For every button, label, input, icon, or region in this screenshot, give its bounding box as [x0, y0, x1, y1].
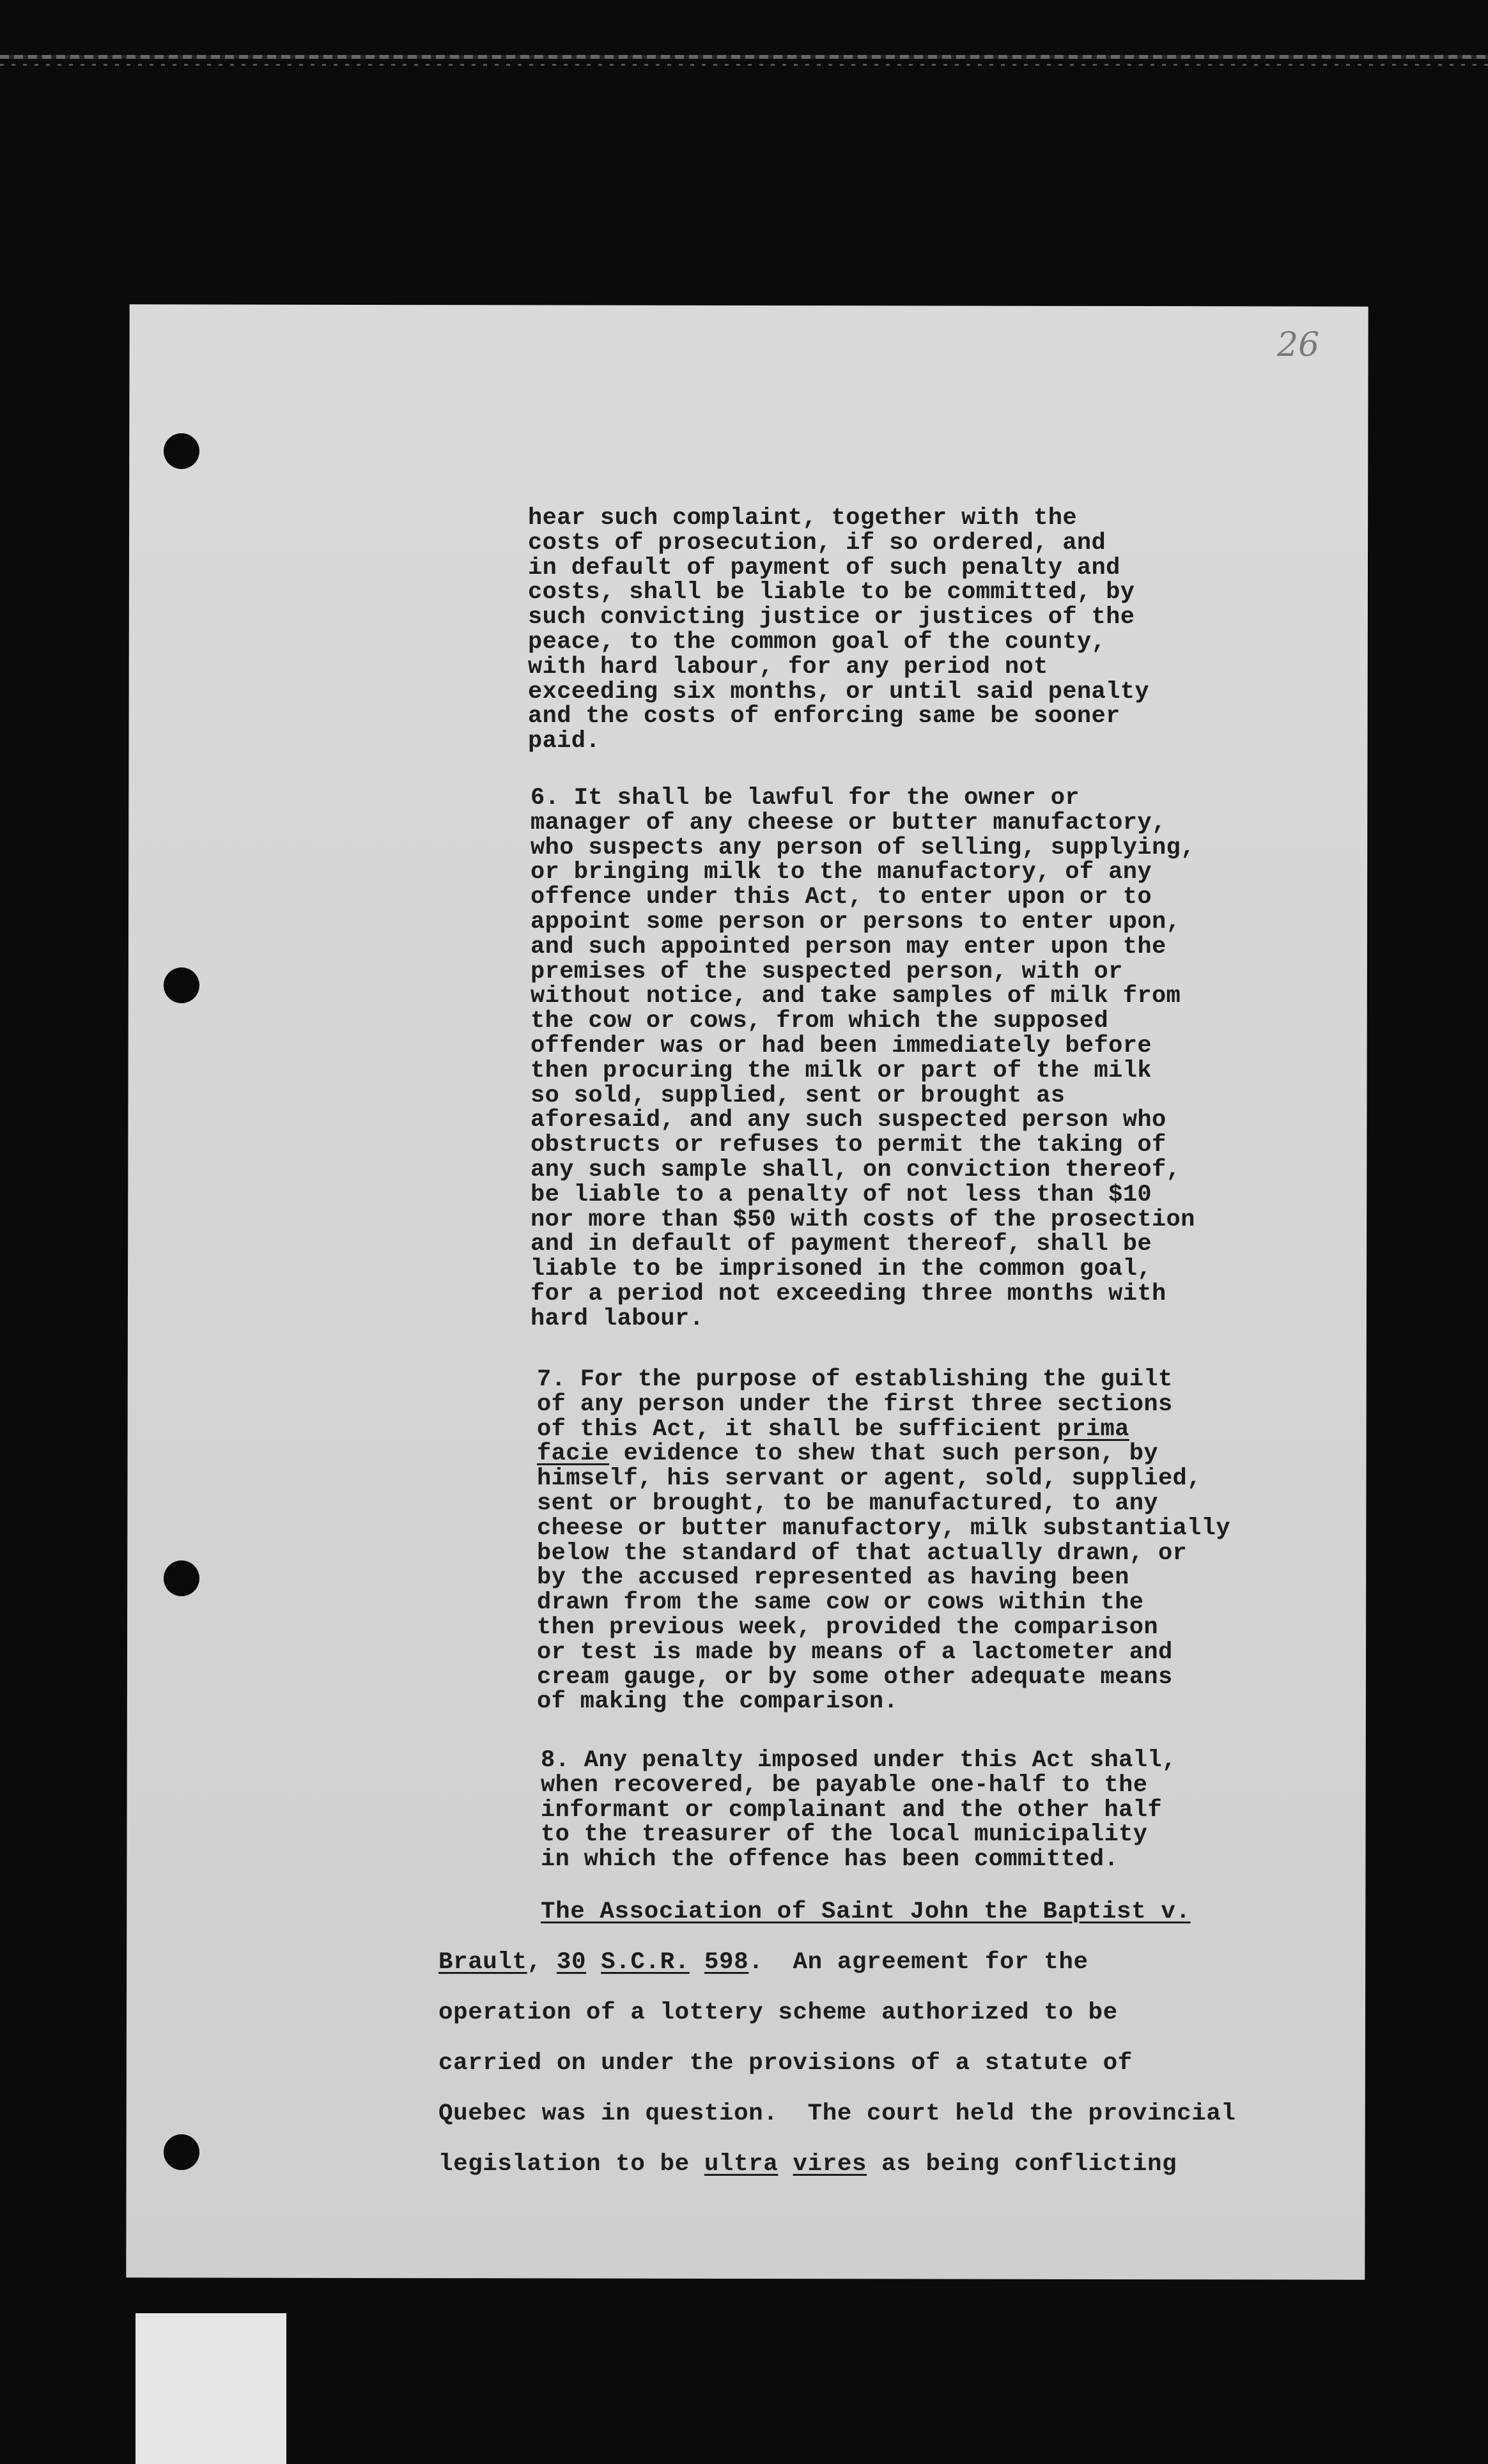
text-line: in which the offence has been committed. — [541, 1846, 1119, 1874]
text-line: of making the comparison. — [537, 1688, 899, 1716]
punch-hole — [164, 2134, 199, 2170]
text-line: of any person under the first three sections — [537, 1390, 1173, 1418]
text-line: cheese or butter manufactory, milk substantially — [537, 1514, 1230, 1542]
text-line: hear such complaint, together with the — [528, 505, 1077, 532]
text-line: Quebec was in question. The court held the provincial — [438, 2100, 1236, 2127]
latin-term-vires: vires — [793, 2151, 867, 2178]
text-line: sent or brought, to be manufactured, to any — [537, 1490, 1158, 1517]
text-line: cream gauge, or by some other adequate means — [537, 1663, 1173, 1691]
text-line: with hard labour, for any period not — [528, 653, 1048, 681]
text-line: such convicting justice or justices of the — [528, 604, 1135, 631]
text-segment: . An agreement for the — [748, 1949, 1089, 1976]
text-segment: of this Act, it shall be sufficient — [537, 1415, 1057, 1443]
text-line: or bringing milk to the manufactory, of any — [531, 859, 1152, 886]
text-line: costs, shall be liable to be committed, by — [528, 579, 1135, 606]
volume-number: 30 — [556, 1949, 587, 1976]
text-line: drawn from the same cow or cows within the — [537, 1589, 1144, 1617]
latin-term-facie: facie — [537, 1440, 610, 1468]
citation-line — [438, 1937, 1236, 1988]
text-line: premises of the suspected person, with or — [531, 958, 1123, 985]
text-line: be liable to a penalty of not less than $10 — [531, 1181, 1152, 1208]
page-number: 26 — [1277, 326, 1320, 364]
text-line: offence under this Act, to enter upon or to — [531, 884, 1152, 911]
latin-term-prima: prima — [1057, 1415, 1129, 1443]
text-line: for a period not exceeding three months with — [531, 1280, 1166, 1307]
text-segment — [778, 2151, 793, 2178]
text-line: himself, his servant or agent, sold, supplied, — [537, 1465, 1202, 1493]
punch-hole — [164, 967, 199, 1003]
text-line: without notice, and take samples of milk from — [531, 983, 1181, 1010]
text-line: any such sample shall, on conviction thereof, — [531, 1156, 1181, 1183]
text-line: when recovered, be payable one-half to the — [541, 1771, 1148, 1799]
text-segment: , — [527, 1949, 557, 1976]
text-line: by the accused represented as having been — [537, 1564, 1129, 1592]
text-line: so sold, supplied, sent or brought as — [531, 1082, 1066, 1109]
text-line: to the treasurer of the local municipality — [541, 1821, 1148, 1849]
text-line: the cow or cows, from which the supposed — [531, 1008, 1109, 1035]
section-6-paragraph — [531, 786, 1195, 1332]
text-line: below the standard of that actually drawn, or — [537, 1539, 1188, 1567]
text-line: paid. — [528, 728, 601, 755]
latin-term-ultra: ultra — [704, 2151, 779, 2178]
text-line — [438, 2139, 1236, 2190]
text-segment: evidence to shew that such person, by — [609, 1440, 1158, 1468]
text-line: or test is made by means of a lactometer and — [537, 1638, 1173, 1666]
text-line: nor more than $50 with costs of the prosection — [531, 1206, 1195, 1233]
text-line: operation of a lottery scheme authorized to be — [438, 1999, 1118, 2026]
text-line: costs of prosecution, if so ordered, and — [528, 529, 1106, 557]
text-line: in default of payment of such penalty and — [528, 554, 1120, 581]
section-8-paragraph — [541, 1748, 1177, 1872]
next-page-edge — [136, 2313, 286, 2464]
text-line: 8. Any penalty imposed under this Act shall, — [541, 1747, 1177, 1774]
paragraph-penalty-committal — [528, 506, 1149, 754]
case-discussion — [438, 1887, 1236, 2190]
punch-hole — [164, 433, 199, 469]
text-line: informant or complainant and the other half — [541, 1796, 1162, 1824]
text-line: obstructs or refuses to permit the taking of — [531, 1132, 1166, 1159]
text-line — [537, 1442, 1230, 1467]
text-line: then procuring the milk or part of the milk — [531, 1057, 1152, 1084]
text-line: who suspects any person of selling, supplying, — [531, 834, 1195, 861]
section-7-paragraph — [537, 1367, 1230, 1714]
case-name-brault: Brault — [438, 1949, 527, 1976]
film-edge-rule-secondary — [0, 64, 1488, 66]
text-line: then previous week, provided the comparison — [537, 1613, 1158, 1641]
text-line: offender was or had been immediately before — [531, 1032, 1152, 1059]
text-line: 6. It shall be lawful for the owner or — [531, 785, 1080, 812]
text-line: exceeding six months, or until said penalty — [528, 678, 1149, 705]
text-line: manager of any cheese or butter manufactory, — [531, 809, 1166, 836]
punch-hole — [164, 1560, 199, 1596]
case-title: The Association of Saint John the Baptist v. — [541, 1898, 1191, 1925]
text-segment: as being conflicting — [867, 2151, 1177, 2178]
text-line: peace, to the common goal of the county, — [528, 628, 1106, 656]
case-title-line — [438, 1887, 1236, 1937]
text-line — [537, 1417, 1230, 1442]
text-line: appoint some person or persons to enter upon, — [531, 908, 1181, 936]
text-line: carried on under the provisions of a statute of — [438, 2050, 1133, 2077]
report-series: S.C.R. — [601, 1949, 690, 1976]
text-line: aforesaid, and any such suspected person who — [531, 1107, 1166, 1134]
text-line: hard labour. — [531, 1305, 704, 1332]
text-segment: legislation to be — [438, 2151, 704, 2178]
film-edge-rule — [0, 55, 1488, 59]
text-line: and in default of payment thereof, shall be — [531, 1231, 1152, 1258]
page-cited: 598 — [704, 1949, 749, 1976]
text-line: and such appointed person may enter upon the — [531, 933, 1166, 960]
text-line: and the costs of enforcing same be sooner — [528, 703, 1120, 730]
text-line: liable to be imprisoned in the common goal, — [531, 1256, 1152, 1283]
text-line: 7. For the purpose of establishing the guilt — [537, 1366, 1173, 1393]
